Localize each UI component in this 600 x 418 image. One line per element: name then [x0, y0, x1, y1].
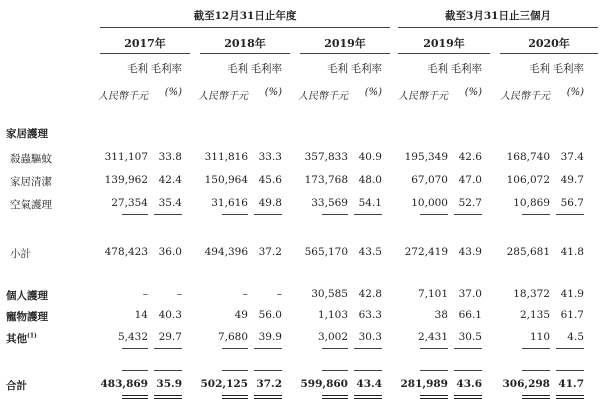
table-cell: 40.9 [358, 151, 382, 163]
rule [122, 348, 148, 349]
table-cell: 599,860 [300, 378, 348, 390]
divider [398, 27, 598, 28]
table-cell: 33.8 [158, 151, 182, 163]
table-cell: 311,107 [104, 151, 148, 163]
rule [354, 370, 382, 371]
col-header-gross-profit: 毛利 [529, 63, 550, 75]
unit-rmb: 人民幣千元 [98, 91, 148, 102]
table-cell: 56.7 [560, 197, 584, 209]
table-cell: 54.1 [358, 197, 382, 209]
table-cell: 29.7 [158, 331, 182, 343]
table-cell: 52.7 [458, 197, 482, 209]
rule [322, 398, 348, 399]
rule [420, 370, 448, 371]
unit-percent: (%) [364, 87, 382, 98]
table-cell: 494,396 [204, 246, 248, 258]
table-cell: 42.4 [158, 174, 182, 186]
table-cell: 306,298 [502, 378, 550, 390]
rule [454, 398, 482, 399]
table-cell: 48.0 [358, 174, 382, 186]
table-cell: 39.9 [258, 331, 282, 343]
table-cell: 1,103 [317, 309, 348, 321]
rule [254, 214, 282, 215]
table-cell: – [176, 288, 182, 300]
rule [354, 395, 382, 396]
table-cell: 41.8 [560, 246, 584, 258]
table-cell: 41.7 [558, 378, 584, 390]
rule [222, 370, 248, 371]
divider [398, 53, 490, 54]
divider [500, 53, 598, 54]
rule [222, 398, 248, 399]
table-cell: 483,869 [100, 378, 148, 390]
year-header: 2018年 [224, 37, 266, 50]
table-cell: 110 [529, 331, 550, 343]
col-header-gross-profit: 毛利 [427, 63, 448, 75]
table-cell: 43.5 [358, 246, 382, 258]
table-cell: – [276, 288, 282, 300]
rule [454, 348, 482, 349]
col-header-margin: 毛利率 [250, 63, 282, 75]
divider [100, 27, 390, 28]
table-cell: 36.0 [158, 246, 182, 258]
table-cell: 14 [134, 309, 148, 321]
rule [420, 395, 448, 396]
rule [254, 348, 282, 349]
table-cell: 43.4 [356, 378, 382, 390]
table-cell: 272,419 [404, 246, 448, 258]
rule [254, 370, 282, 371]
table-cell: 18,372 [513, 288, 550, 300]
rule [154, 214, 182, 215]
col-header-margin: 毛利率 [350, 63, 382, 75]
table-cell: 3,002 [317, 331, 348, 343]
rule [322, 348, 348, 349]
others-text: 其他 [6, 333, 27, 345]
table-cell: 565,170 [304, 246, 348, 258]
table-cell: 7,101 [417, 288, 448, 300]
table-cell: 33,569 [311, 197, 348, 209]
table-cell: 56.0 [258, 309, 282, 321]
table-cell: 66.1 [458, 309, 482, 321]
table-cell: 4.5 [567, 331, 584, 343]
rule [522, 398, 550, 399]
table-cell: 31,616 [211, 197, 248, 209]
table-cell: 150,964 [204, 174, 248, 186]
table-cell: 2,431 [417, 331, 448, 343]
rule [322, 395, 348, 396]
table-cell: 35.9 [156, 378, 182, 390]
rule [556, 370, 584, 371]
row-label-subtotal: 小計 [10, 248, 31, 260]
rule [454, 214, 482, 215]
table-cell: 35.4 [158, 197, 182, 209]
table-cell: 27,354 [111, 197, 148, 209]
table-cell: 49.7 [560, 174, 584, 186]
divider [100, 53, 190, 54]
table-cell: 7,680 [217, 331, 248, 343]
rule [122, 214, 148, 215]
unit-percent: (%) [164, 87, 182, 98]
table-cell: 30,585 [311, 288, 348, 300]
rule [354, 398, 382, 399]
col-header-gross-profit: 毛利 [227, 63, 248, 75]
col-header-gross-profit: 毛利 [327, 63, 348, 75]
unit-rmb: 人民幣千元 [398, 91, 448, 102]
table-cell: 43.6 [456, 378, 482, 390]
table-cell: 42.8 [358, 288, 382, 300]
table-cell: 38 [434, 309, 448, 321]
table-cell: 37.4 [560, 151, 584, 163]
table-cell: 37.2 [258, 246, 282, 258]
table-cell: 5,432 [117, 331, 148, 343]
table-cell: 67,070 [411, 174, 448, 186]
table-cell: 10,869 [513, 197, 550, 209]
rule [454, 370, 482, 371]
table-cell: 357,833 [304, 151, 348, 163]
table-cell: 281,989 [400, 378, 448, 390]
rule [222, 348, 248, 349]
table-cell: 10,000 [411, 197, 448, 209]
year-header: 2020年 [528, 37, 570, 50]
divider [200, 53, 290, 54]
rule [154, 348, 182, 349]
col-header-margin: 毛利率 [552, 63, 584, 75]
table-cell: 195,349 [404, 151, 448, 163]
rule [322, 214, 348, 215]
rule [154, 398, 182, 399]
year-header: 2017年 [124, 37, 166, 50]
year-header: 2019年 [423, 37, 465, 50]
rule [522, 214, 550, 215]
footnote-marker: (1) [27, 332, 37, 340]
row-label-mosquito: 殺蟲驅蚊 [10, 153, 52, 165]
table-cell: 41.9 [560, 288, 584, 300]
section-home-care: 家居護理 [6, 128, 48, 140]
rule [556, 348, 584, 349]
table-cell: 33.3 [258, 151, 282, 163]
rule [354, 214, 382, 215]
rule [420, 398, 448, 399]
table-cell: 47.0 [458, 174, 482, 186]
rule [454, 395, 482, 396]
table-cell: 139,962 [104, 174, 148, 186]
table-cell: 311,816 [204, 151, 248, 163]
rule [254, 395, 282, 396]
rule [420, 348, 448, 349]
period-three-months-header: 截至3月31日止三個月 [445, 10, 551, 22]
rule [122, 370, 148, 371]
rule [122, 395, 148, 396]
rule [522, 370, 550, 371]
divider [300, 53, 390, 54]
table-cell: 37.2 [256, 378, 282, 390]
table-cell: 173,768 [304, 174, 348, 186]
table-cell: 478,423 [104, 246, 148, 258]
row-label-personal-care: 個人護理 [6, 290, 48, 302]
rule [556, 395, 584, 396]
rule [354, 348, 382, 349]
rule [522, 348, 550, 349]
table-cell: 40.3 [158, 309, 182, 321]
rule [154, 395, 182, 396]
year-header: 2019年 [324, 37, 366, 50]
unit-rmb: 人民幣千元 [198, 91, 248, 102]
rule [122, 398, 148, 399]
rule [222, 214, 248, 215]
table-cell: 30.3 [358, 331, 382, 343]
col-header-margin: 毛利率 [150, 63, 182, 75]
table-cell: 43.9 [458, 246, 482, 258]
table-cell: 61.7 [560, 309, 584, 321]
col-header-margin: 毛利率 [450, 63, 482, 75]
rule [322, 370, 348, 371]
row-label-air: 空氣護理 [10, 199, 52, 211]
rule [522, 395, 550, 396]
table-cell: 30.5 [458, 331, 482, 343]
unit-percent: (%) [264, 87, 282, 98]
table-cell: 2,135 [519, 309, 550, 321]
rule [420, 214, 448, 215]
table-cell: – [242, 288, 248, 300]
row-label-pet-care: 寵物護理 [6, 311, 48, 323]
period-year-end-header: 截至12月31日止年度 [193, 10, 297, 22]
table-cell: 49.8 [258, 197, 282, 209]
rule [254, 398, 282, 399]
table-cell: 168,740 [506, 151, 550, 163]
unit-percent: (%) [566, 87, 584, 98]
table-cell: 63.3 [358, 309, 382, 321]
table-cell: 285,681 [506, 246, 550, 258]
row-label-cleaning: 家居清潔 [10, 176, 52, 188]
table-cell: 45.6 [258, 174, 282, 186]
unit-rmb: 人民幣千元 [298, 91, 348, 102]
rule [556, 398, 584, 399]
table-cell: 502,125 [200, 378, 248, 390]
table-cell: 37.0 [458, 288, 482, 300]
unit-rmb: 人民幣千元 [500, 91, 550, 102]
row-label-total: 合計 [6, 380, 27, 392]
rule [154, 370, 182, 371]
table-cell: 106,072 [506, 174, 550, 186]
rule [556, 214, 584, 215]
unit-percent: (%) [464, 87, 482, 98]
rule [222, 395, 248, 396]
row-label-others [6, 331, 37, 346]
table-cell: 49 [234, 309, 248, 321]
table-cell: – [142, 288, 148, 300]
table-cell: 42.6 [458, 151, 482, 163]
col-header-gross-profit: 毛利 [127, 63, 148, 75]
